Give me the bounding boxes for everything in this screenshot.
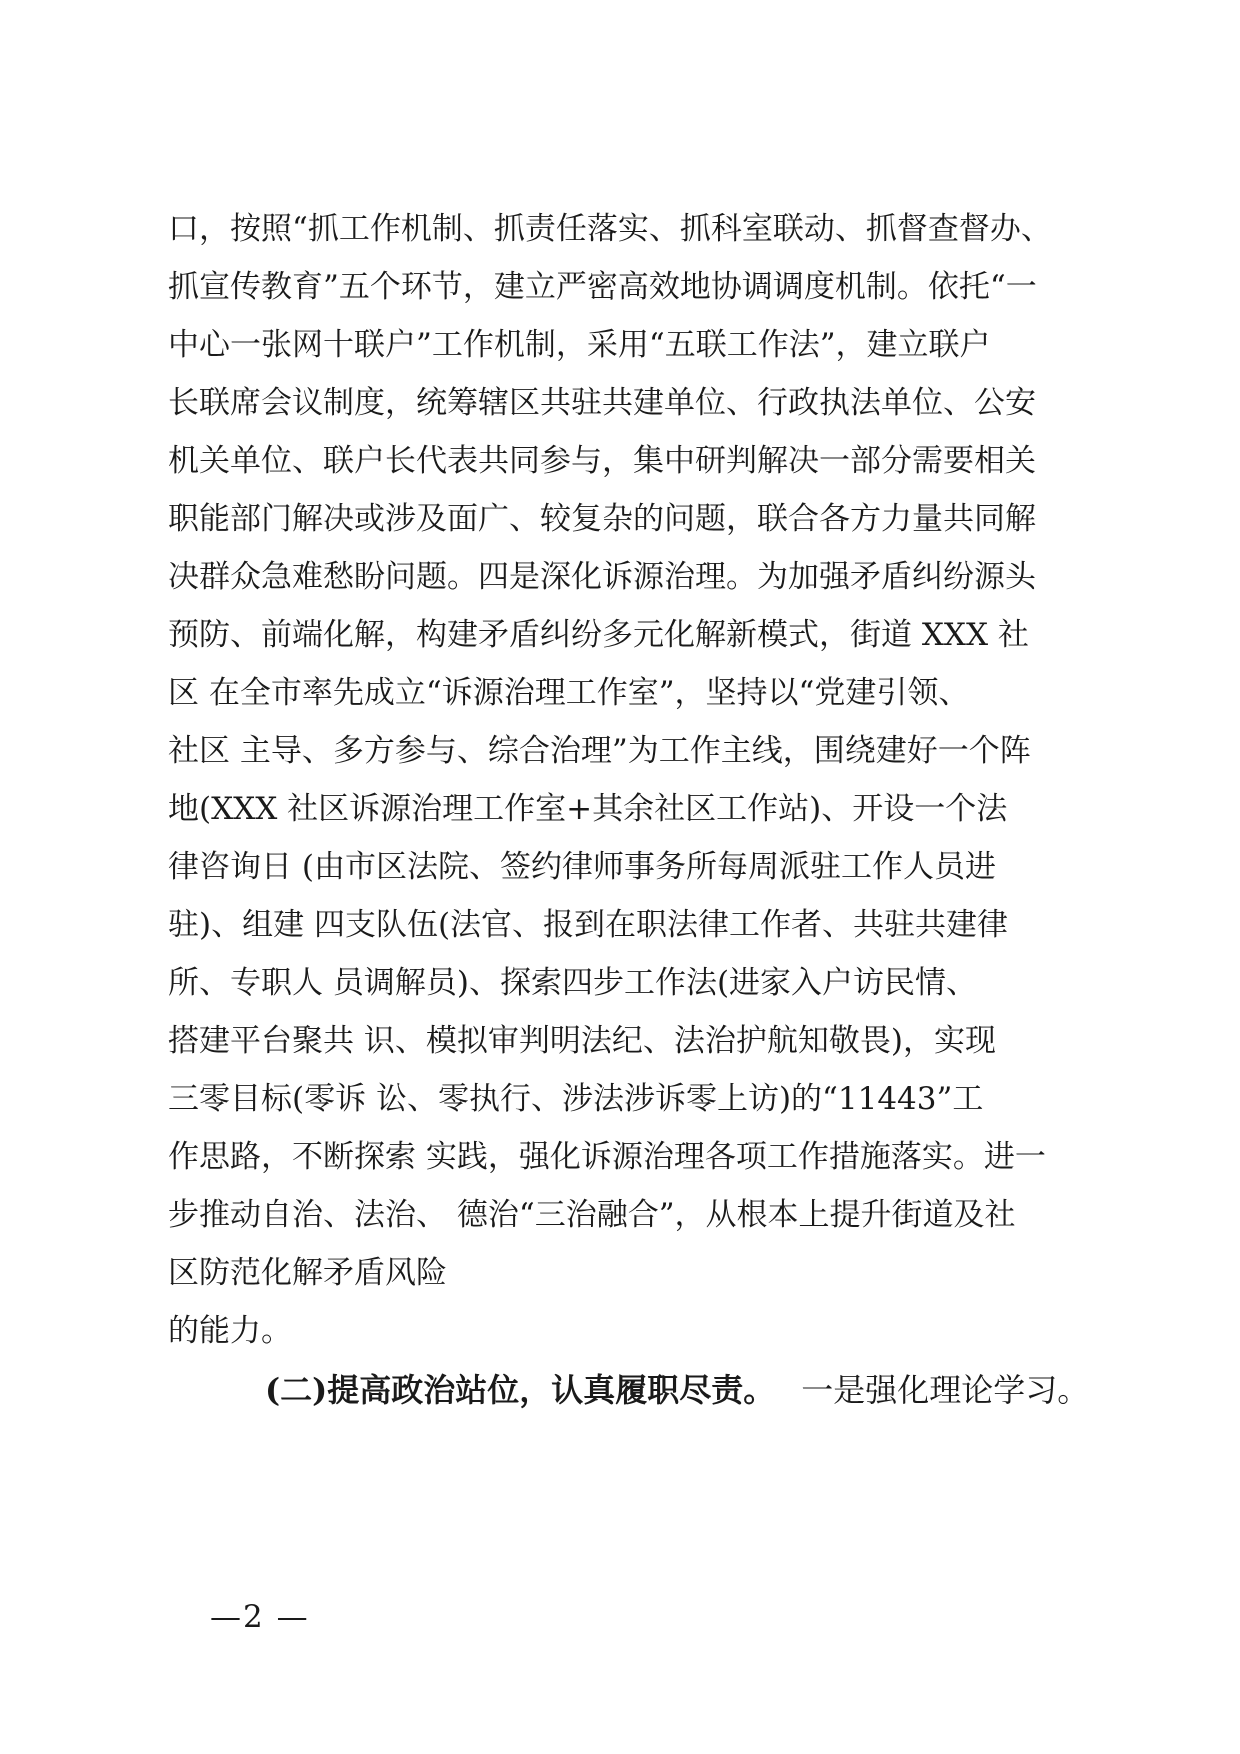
body-line: 区 在全市率先成立“诉源治理工作室”，坚持以“党建引领、 [168,675,970,711]
body-line: 中心一张网十联户”工作机制，采用“五联工作法”，建立联户 [168,327,991,363]
body-line: 职能部门解决或涉及面广、较复杂的问题，联合各方力量共同解 [168,501,1036,537]
body-line: 区防范化解矛盾风险 [168,1255,447,1291]
body-line: 抓宣传教育”五个环节，建立严密高效地协调调度机制。依托“一 [168,269,1037,305]
body-line: 作思路，不断探索 实践，强化诉源治理各项工作措施落实。进一 [168,1139,1046,1175]
section-heading-title: (二)提高政治站位，认真履职尽责。 [265,1371,776,1409]
body-line: 地(XXX 社区诉源治理工作室+其余社区工作站)、开设一个法 [168,791,1008,827]
body-line: 律咨询日 (由市区法院、签约律师事务所每周派驻工作人员进 [168,849,996,885]
body-paragraph [168,200,1088,1360]
body-line: 驻)、组建 四支队伍(法官、报到在职法律工作者、共驻共建律 [168,907,1009,943]
body-line: 预防、前端化解，构建矛盾纠纷多元化解新模式，街道 XXX 社 [168,617,1029,653]
body-line: 口，按照“抓工作机制、抓责任落实、抓科室联动、抓督查督办、 [168,211,1052,247]
section-heading-text: 一是强化理论学习。 [801,1371,1090,1409]
body-line: 所、专职人 员调解员)、探索四步工作法(进家入户访民情、 [168,965,978,1001]
body-line: 三零目标(零诉 讼、零执行、涉法涉诉零上访)的“11443”工 [168,1081,984,1117]
body-line: 社区 主导、多方参与、综合治理”为工作主线，围绕建好一个阵 [168,733,1031,769]
body-line: 长联席会议制度，统筹辖区共驻共建单位、行政执法单位、公安 [168,385,1036,421]
body-line: 的能力。 [168,1313,292,1349]
body-line: 步推动自治、法治、 德治“三治融合”，从根本上提升街道及社 [168,1197,1016,1233]
page-number: —2 — [210,1599,310,1635]
body-line: 决群众急难愁盼问题。四是深化诉源治理。为加强矛盾纠纷源头 [168,559,1036,595]
body-line: 搭建平台聚共 识、模拟审判明法纪、法治护航知敬畏)，实现 [168,1023,996,1059]
body-line: 机关单位、联户长代表共同参与，集中研判解决一部分需要相关 [168,443,1036,479]
section-heading [265,1360,1089,1420]
